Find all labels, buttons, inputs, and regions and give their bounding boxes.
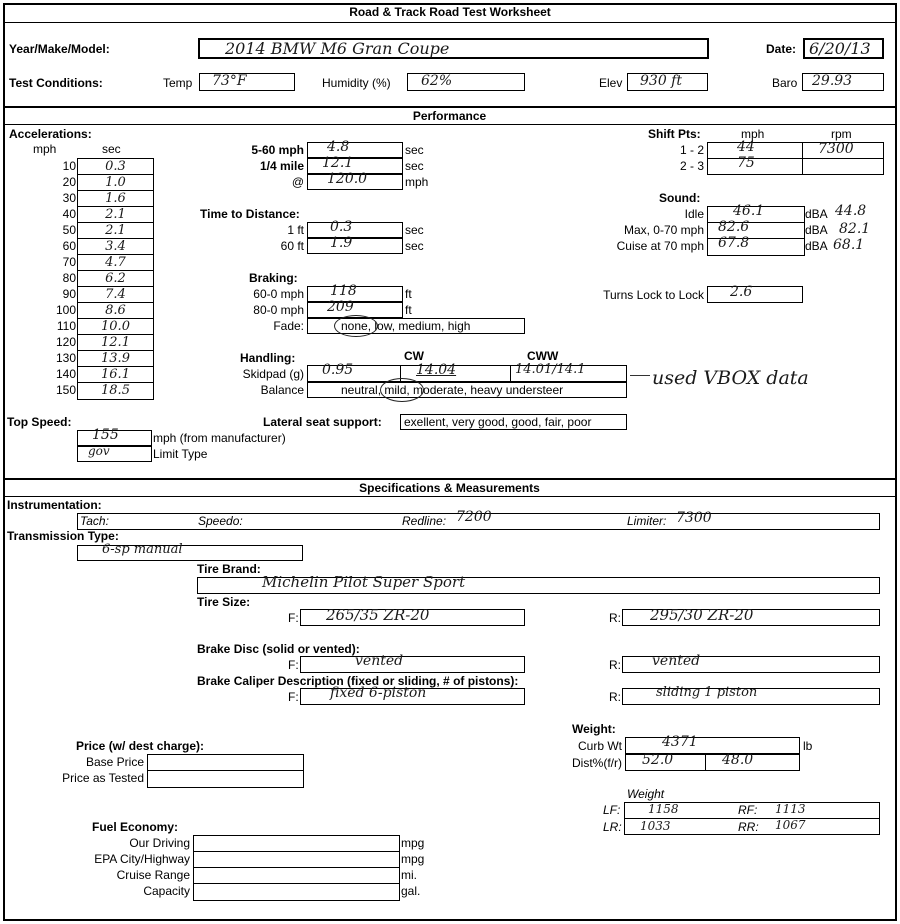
quarter-label: 1/4 mile	[259, 159, 304, 173]
cww-header: CWW	[527, 349, 559, 363]
fade-options: none, low, medium, high	[341, 319, 471, 333]
elev-value: 930 ft	[640, 73, 682, 89]
corner-weight-label: Weight	[627, 787, 665, 801]
capacity-unit: gal.	[401, 884, 421, 898]
accel-sec-80[interactable]: 6.2	[78, 271, 153, 287]
fade-label: Fade:	[273, 319, 304, 333]
redline-label: Redline:	[402, 514, 447, 528]
price-label: Price (w/ dest charge):	[76, 739, 205, 753]
weight-label: Weight:	[572, 722, 616, 736]
shift23-mph: 75	[737, 155, 755, 171]
cruise-sound-unit: dBA	[805, 239, 828, 253]
capacity-label: Capacity	[143, 884, 190, 898]
specs-section-header: Specifications & Measurements	[3, 478, 896, 497]
braking-60-label: 60-0 mph	[253, 287, 304, 301]
lateral-support-options: exellent, very good, good, fair, poor	[404, 415, 592, 429]
accel-mph-110: 110	[56, 319, 76, 333]
disc-front-field[interactable]	[300, 656, 525, 673]
lateral-support-label: Lateral seat support:	[263, 415, 382, 429]
accel-sec-90[interactable]: 7.4	[78, 287, 153, 303]
epa-field[interactable]	[194, 852, 399, 868]
accel-mph-130: 130	[55, 351, 76, 365]
accel-mph-120: 120	[55, 335, 76, 349]
cruise-range-field[interactable]	[194, 868, 399, 884]
handling-label: Handling:	[240, 351, 296, 365]
temp-value: 73°F	[212, 73, 247, 89]
our-driving-unit: mpg	[401, 836, 425, 850]
balance-selection-circle	[380, 378, 424, 402]
ft1-unit: sec	[405, 223, 424, 237]
limiter-label: Limiter:	[627, 514, 667, 528]
shift12-label: 1 - 2	[679, 143, 704, 157]
accel-sec-header: sec	[102, 142, 121, 156]
date-label: Date:	[766, 42, 797, 56]
date-value: 6/20/13	[809, 39, 871, 58]
ft1-field[interactable]	[307, 222, 403, 238]
ft60-label: 60 ft	[280, 239, 304, 253]
quarter-value: 12.1	[322, 155, 354, 171]
lf-value: 1158	[648, 802, 679, 816]
accel-sec-100[interactable]: 8.6	[78, 303, 153, 319]
lf-label: LF:	[603, 803, 621, 817]
accel-mph-60: 60	[62, 239, 76, 253]
shift-mph-header: mph	[741, 127, 765, 141]
max-sound-label: Max, 0-70 mph	[623, 223, 704, 237]
disc-rear-label: R:	[609, 658, 621, 672]
accel-mph-30: 30	[62, 191, 76, 205]
elev-label: Elev	[599, 76, 623, 90]
shift-rpm-header: rpm	[831, 127, 852, 141]
brake-disc-label: Brake Disc (solid or vented):	[197, 642, 360, 656]
turns-label: Turns Lock to Lock	[603, 288, 704, 302]
fuel-economy-table[interactable]	[193, 835, 400, 901]
braking-60-value: 118	[330, 283, 357, 299]
accel-mph-20: 20	[62, 175, 76, 189]
ft60-value: 1.9	[330, 235, 353, 251]
accel-sec-50[interactable]: 2.1	[78, 223, 153, 239]
rf-value: 1113	[775, 802, 806, 816]
dist-front-value: 52.0	[642, 752, 674, 768]
balance-options: neutral, mild, moderate, heavy understeer	[341, 383, 564, 397]
five60-label: 5-60 mph	[251, 143, 304, 157]
balance-label: Balance	[260, 383, 304, 397]
price-tested-label: Price as Tested	[62, 771, 144, 785]
idle-value: 46.1	[733, 203, 765, 219]
base-price-label: Base Price	[85, 755, 144, 769]
baro-label: Baro	[772, 76, 798, 90]
curb-weight-label: Curb Wt	[577, 739, 622, 753]
page-title: Road & Track Road Test Worksheet	[349, 5, 551, 19]
tire-front-label: F:	[288, 611, 299, 625]
shift12-mph: 44	[737, 139, 755, 155]
dist-rear-value: 48.0	[722, 752, 754, 768]
sound-label: Sound:	[659, 191, 701, 205]
accel-sec-10[interactable]: 0.3	[78, 159, 153, 175]
accel-mph-140: 140	[55, 367, 76, 381]
accel-mph-70: 70	[62, 255, 76, 269]
cw-header: CW	[404, 349, 424, 363]
tire-rear-value: 295/30 ZR-20	[650, 606, 754, 624]
accel-mph-header: mph	[33, 142, 57, 156]
skidpad-cww-value: 14.01/14.1	[515, 362, 586, 377]
turns-value: 2.6	[730, 284, 753, 300]
our-driving-field[interactable]	[194, 836, 399, 852]
handwritten-line	[630, 375, 650, 376]
caliper-front-value: fixed 6-piston	[330, 685, 427, 701]
disc-front-label: F:	[288, 658, 299, 672]
braking-60-unit: ft	[405, 287, 412, 301]
price-tested-field[interactable]	[148, 771, 303, 787]
caliper-rear-value: sliding 1 piston	[656, 685, 758, 700]
max-sound-unit: dBA	[805, 223, 828, 237]
five60-unit: sec	[405, 143, 424, 157]
accel-sec-30[interactable]: 1.6	[78, 191, 153, 207]
humidity-label: Humidity (%)	[322, 76, 391, 90]
skidpad-note: used VBOX data	[652, 367, 809, 389]
idle-unit: dBA	[805, 207, 828, 221]
ft60-field[interactable]	[307, 238, 403, 254]
time-to-distance-label: Time to Distance:	[200, 207, 300, 221]
shift-points-label: Shift Pts:	[648, 127, 701, 141]
curb-weight-value: 4371	[662, 734, 698, 750]
tire-brand-label: Tire Brand:	[197, 562, 261, 576]
shift12-rpm: 7300	[818, 141, 854, 157]
accel-sec-table	[77, 158, 154, 400]
max-sound-value: 82.6	[718, 219, 750, 235]
caliper-label: Brake Caliper Description (fixed or sliding, # of pistons):	[197, 674, 519, 688]
trap-speed-value: 120.0	[327, 171, 368, 187]
trap-at-label: @	[291, 175, 304, 189]
accel-sec-60[interactable]: 3.4	[78, 239, 153, 255]
accel-mph-40: 40	[62, 207, 76, 221]
caliper-rear-label: R:	[609, 690, 621, 704]
humidity-value: 62%	[421, 73, 453, 89]
cruise-sound-label: Cuise at 70 mph	[616, 239, 704, 253]
shift23-label: 2 - 3	[679, 159, 704, 173]
accel-mph-10: 10	[62, 159, 76, 173]
tire-rear-label: R:	[609, 611, 621, 625]
epa-label: EPA City/Highway	[94, 852, 190, 866]
skidpad-value: 0.95	[322, 362, 354, 378]
cruise-sound-note: 68.1	[833, 237, 865, 253]
accel-sec-130[interactable]: 13.9	[78, 351, 153, 367]
braking-80-label: 80-0 mph	[253, 303, 304, 317]
baro-value: 29.93	[812, 73, 853, 89]
accel-sec-150[interactable]: 18.5	[101, 383, 130, 398]
skidpad-cw-value: 14.04	[416, 362, 457, 378]
ft1-label: 1 ft	[287, 223, 304, 237]
dist-divider	[705, 754, 706, 771]
cruise-sound-value: 67.8	[718, 235, 750, 251]
cruise-range-label: Cruise Range	[116, 868, 190, 882]
braking-80-value: 209	[327, 299, 354, 315]
ft1-value: 0.3	[330, 219, 353, 235]
turns-field[interactable]	[707, 286, 803, 303]
tire-size-label: Tire Size:	[197, 595, 251, 609]
top-speed-value: 155	[92, 427, 119, 443]
limiter-value: 7300	[676, 510, 712, 526]
transmission-value: 6-sp manual	[102, 542, 183, 557]
tach-label: Tach:	[80, 514, 109, 528]
max-sound-note: 82.1	[839, 221, 871, 237]
idle-note: 44.8	[835, 203, 867, 219]
braking-label: Braking:	[249, 271, 298, 285]
fuel-economy-label: Fuel Economy:	[92, 820, 179, 834]
instrumentation-label: Instrumentation:	[7, 498, 102, 512]
ft60-unit: sec	[405, 239, 424, 253]
disc-rear-value: vented	[652, 653, 701, 669]
five60-value: 4.8	[327, 139, 350, 155]
skidpad-divider-2	[510, 365, 511, 382]
accel-sec-40[interactable]: 2.1	[78, 207, 153, 223]
performance-section-header: Performance	[3, 106, 896, 125]
shift-table-hdivider	[707, 158, 884, 159]
accel-sec-120[interactable]: 12.1	[78, 335, 153, 351]
accel-mph-column	[40, 158, 76, 398]
accel-sec-70[interactable]: 4.7	[78, 255, 153, 271]
lr-value: 1033	[640, 819, 671, 833]
limit-type-label: Limit Type	[153, 447, 208, 461]
fade-selection-circle	[334, 315, 378, 337]
curb-weight-unit: lb	[803, 739, 813, 753]
price-table[interactable]	[147, 754, 304, 788]
accel-mph-80: 80	[62, 271, 76, 285]
epa-unit: mpg	[401, 852, 425, 866]
capacity-field[interactable]	[194, 884, 399, 900]
speedo-label: Speedo:	[198, 514, 243, 528]
test-conditions-label: Test Conditions:	[9, 76, 103, 90]
accel-sec-140[interactable]: 16.1	[78, 367, 153, 383]
base-price-field[interactable]	[148, 755, 303, 771]
quarter-unit: sec	[405, 159, 424, 173]
trap-speed-unit: mph	[405, 175, 429, 189]
temp-label: Temp	[163, 76, 193, 90]
lr-label: LR:	[603, 820, 622, 834]
accel-sec-110[interactable]: 10.0	[78, 319, 153, 335]
accel-sec-20[interactable]: 1.0	[78, 175, 153, 191]
accel-mph-90: 90	[62, 287, 76, 301]
braking-80-unit: ft	[405, 303, 412, 317]
tire-front-value: 265/35 ZR-20	[326, 606, 430, 624]
top-speed-label: Top Speed:	[7, 415, 72, 429]
accel-mph-100: 100	[55, 303, 76, 317]
idle-label: Idle	[684, 207, 704, 221]
tire-brand-value: Michelin Pilot Super Sport	[262, 573, 466, 591]
accelerations-label: Accelerations:	[9, 127, 92, 141]
skidpad-label: Skidpad (g)	[242, 367, 304, 381]
disc-front-value: vented	[355, 653, 404, 669]
rr-value: 1067	[775, 818, 806, 832]
ymm-value: 2014 BMW M6 Gran Coupe	[225, 39, 450, 58]
transmission-label: Transmission Type:	[7, 529, 119, 543]
rf-label: RF:	[738, 803, 758, 817]
cruise-range-unit: mi.	[401, 868, 417, 882]
title-divider	[3, 22, 897, 23]
our-driving-label: Our Driving	[129, 836, 190, 850]
top-speed-unit: mph (from manufacturer)	[153, 431, 286, 445]
accel-mph-50: 50	[62, 223, 76, 237]
caliper-front-label: F:	[288, 690, 299, 704]
limit-type-value: gov	[88, 444, 110, 458]
rr-label: RR:	[738, 820, 759, 834]
redline-value: 7200	[456, 509, 492, 525]
dist-label: Dist%(f/r)	[572, 756, 622, 770]
ymm-label: Year/Make/Model:	[9, 42, 110, 56]
accel-mph-150: 150	[55, 383, 76, 397]
